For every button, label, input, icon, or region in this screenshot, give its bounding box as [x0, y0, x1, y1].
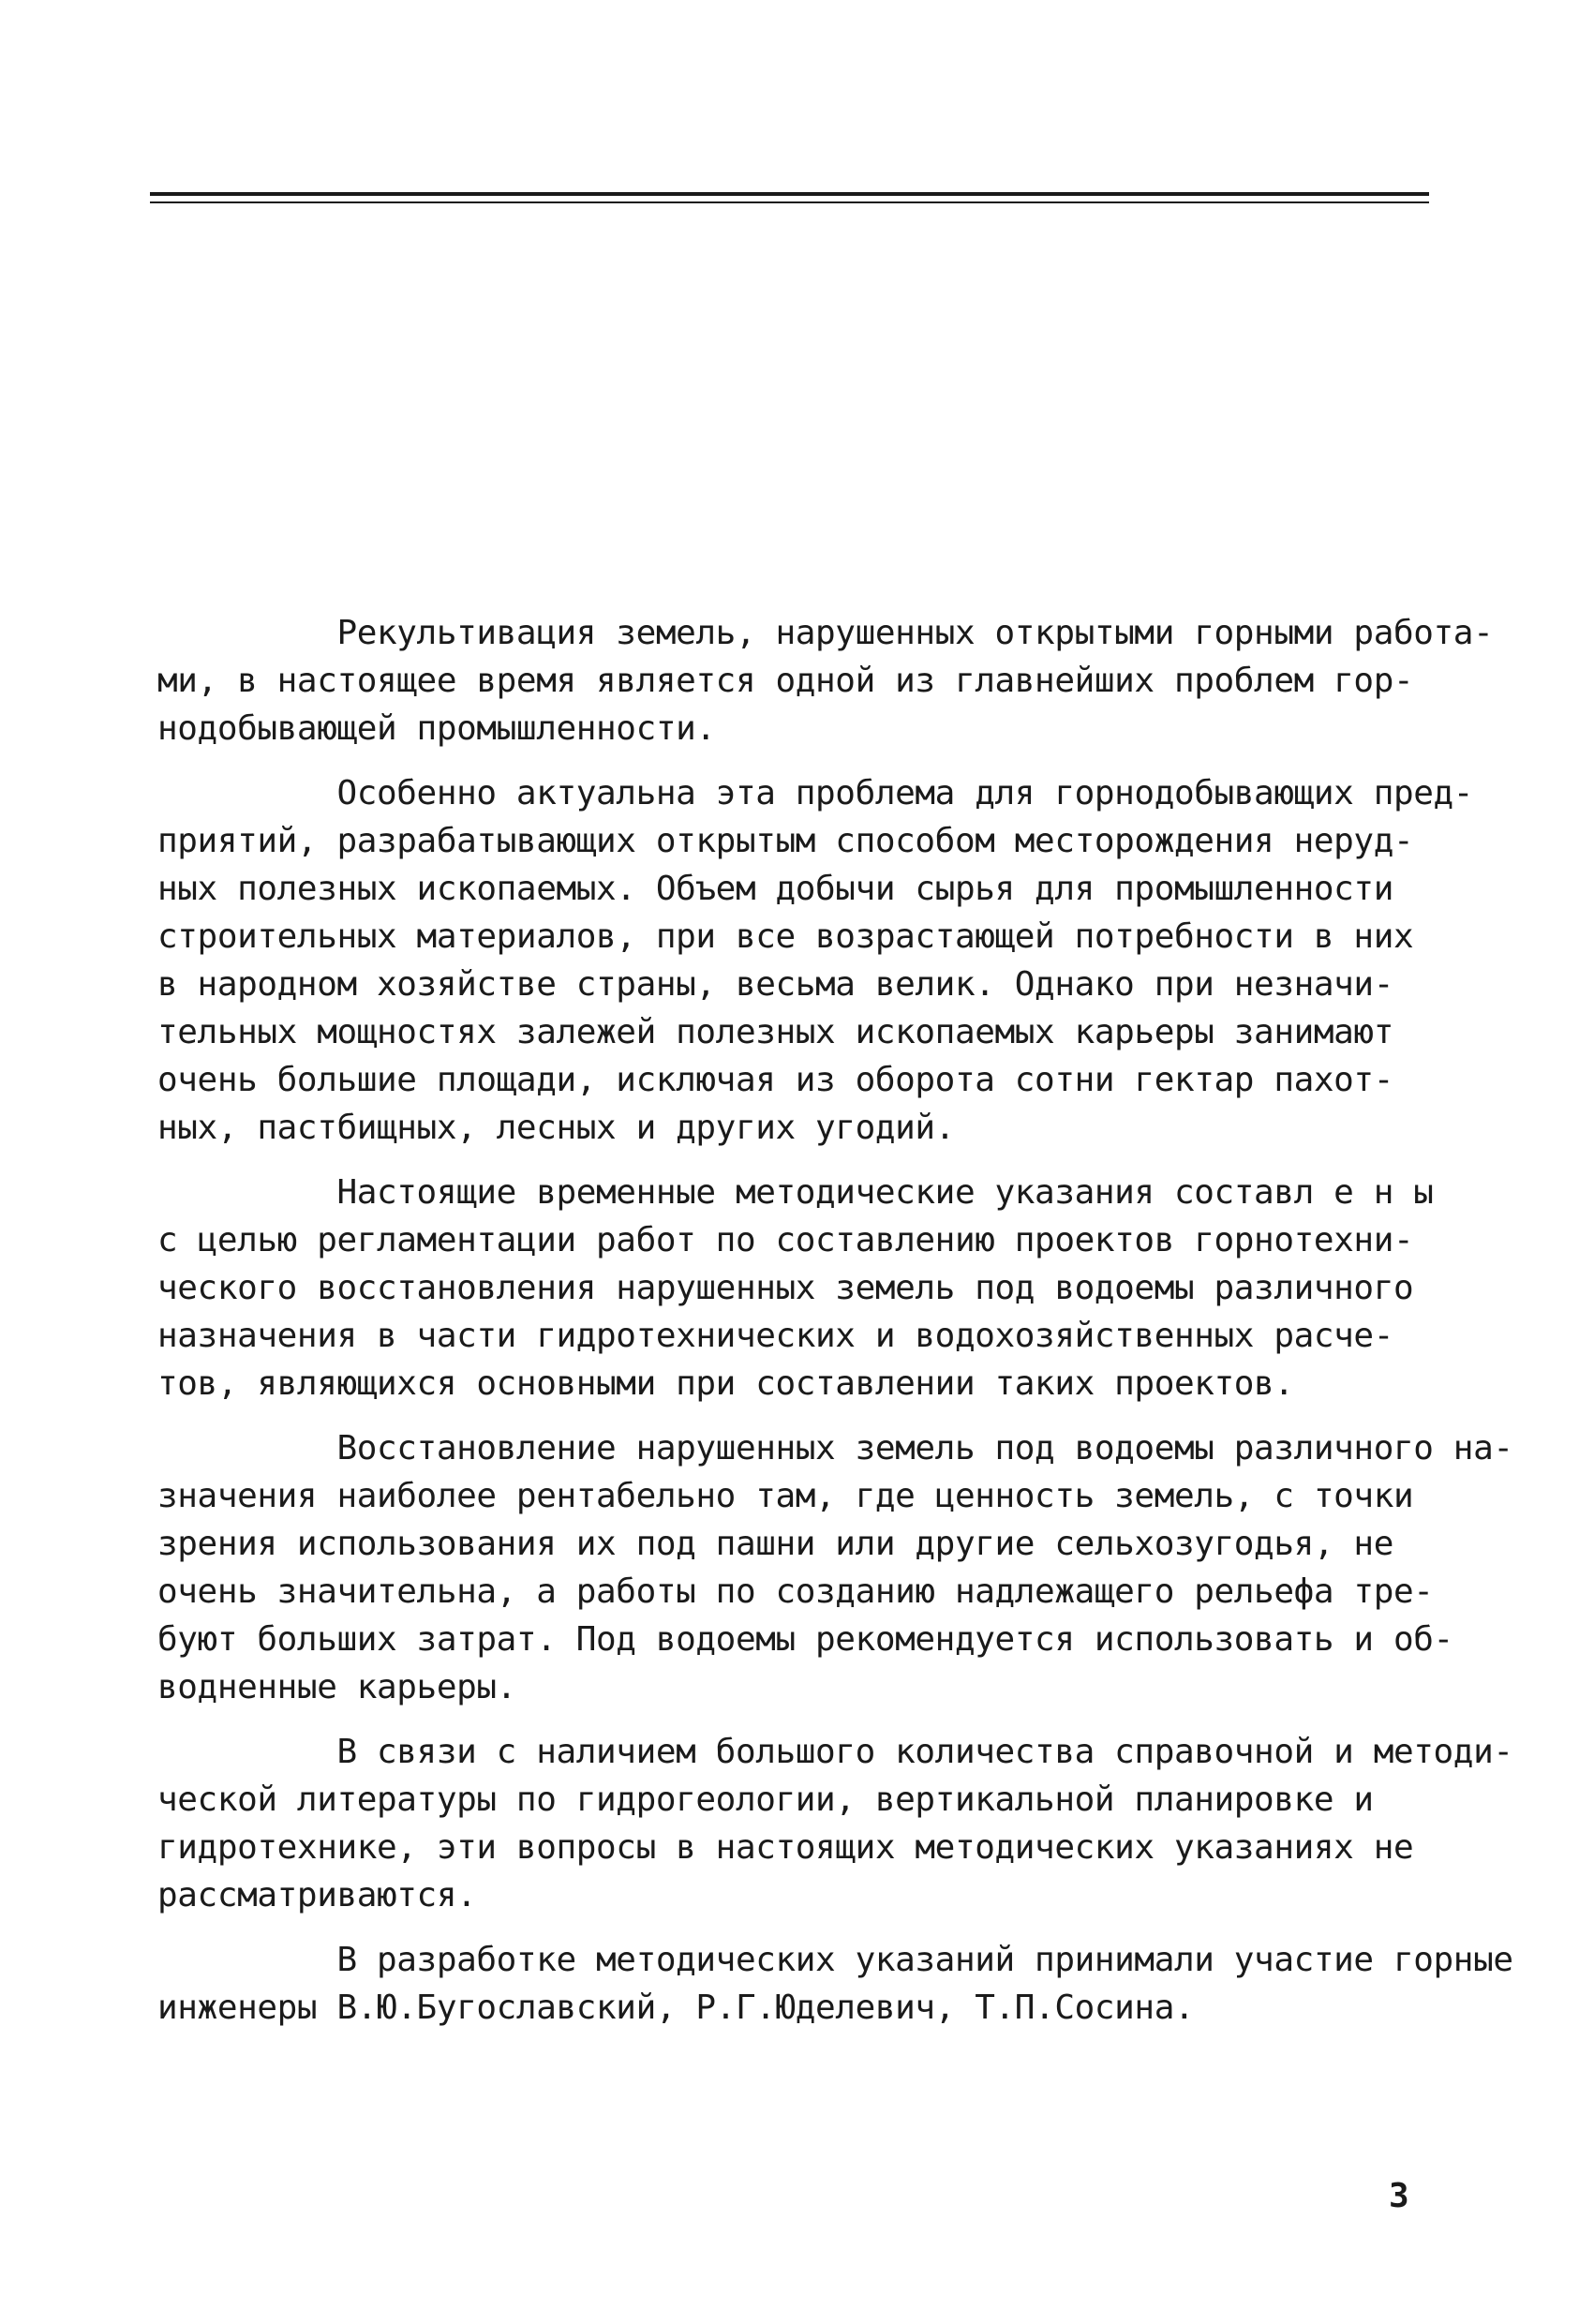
text-line: ческого восстановления нарушенных земель под водоемы различного	[157, 1269, 1414, 1307]
paragraph-1	[157, 609, 1494, 752]
text-line: тов, являющихся основными при составлении таких проектов.	[157, 1364, 1294, 1403]
text-line: Особенно актуальна эта проблема для горнодобывающих пред-	[157, 774, 1474, 812]
text-line: буют больших затрат. Под водоемы рекомендуется использовать и об-	[157, 1620, 1453, 1659]
paragraph-3	[157, 1169, 1462, 1408]
header-rule-thick	[150, 192, 1429, 196]
page-number: 3	[1389, 2177, 1409, 2215]
paragraph-6	[157, 1936, 1513, 2032]
text-line: инженеры В.Ю.Бугославский, Р.Г.Юделевич, Т.П.Сосина.	[157, 1989, 1195, 2027]
text-line: назначения в части гидротехнических и водохозяйственных расче-	[157, 1317, 1393, 1355]
text-line: тельных мощностях залежей полезных ископаемых карьеры занимают	[157, 1013, 1393, 1051]
paragraph-5	[157, 1728, 1513, 1919]
text-line: с целью регламентации работ по составлению проектов горнотехни-	[157, 1221, 1414, 1259]
body-text	[157, 609, 1513, 2048]
text-line: водненные карьеры.	[157, 1668, 516, 1706]
text-line: ческой литературы по гидрогеологии, вертикальной планировке и	[157, 1780, 1374, 1819]
text-line: Восстановление нарушенных земель под водоемы различного на-	[157, 1429, 1513, 1467]
text-line: нодобывающей промышленности.	[157, 709, 716, 748]
header-rule-thin	[150, 201, 1429, 203]
text-line: ми, в настоящее время является одной из главнейших проблем гор-	[157, 662, 1414, 700]
text-line: зрения использования их под пашни или другие сельхозугодья, не	[157, 1525, 1393, 1563]
text-line: ных, пастбищных, лесных и других угодий.	[157, 1109, 955, 1147]
text-line: очень большие площади, исключая из оборота сотни гектар пахот-	[157, 1061, 1393, 1099]
text-line: гидротехнике, эти вопросы в настоящих методических указаниях не	[157, 1828, 1414, 1867]
text-line: В разработке методических указаний принимали участие горные	[157, 1941, 1513, 1979]
paragraph-4	[157, 1424, 1513, 1711]
text-line: В связи с наличием большого количества справочной и методи-	[157, 1733, 1513, 1771]
paragraph-2	[157, 769, 1474, 1152]
text-line: очень значительна, а работы по созданию надлежащего рельефа тре-	[157, 1572, 1434, 1611]
text-line: рассматриваются.	[157, 1876, 477, 1914]
text-line: Рекультивация земель, нарушенных открытыми горными работа-	[157, 614, 1494, 652]
text-line: ных полезных ископаемых. Объем добычи сырья для промышленности	[157, 870, 1393, 908]
text-line: строительных материалов, при все возрастающей потребности в них	[157, 917, 1414, 956]
text-line: значения наиболее рентабельно там, где ценность земель, с точки	[157, 1477, 1414, 1515]
text-line: в народном хозяйстве страны, весьма велик. Однако при незначи-	[157, 965, 1393, 1004]
text-line: Настоящие временные методические указания составл е н ы	[157, 1173, 1434, 1212]
text-line: приятий, разрабатывающих открытым способом месторождения неруд-	[157, 822, 1414, 860]
